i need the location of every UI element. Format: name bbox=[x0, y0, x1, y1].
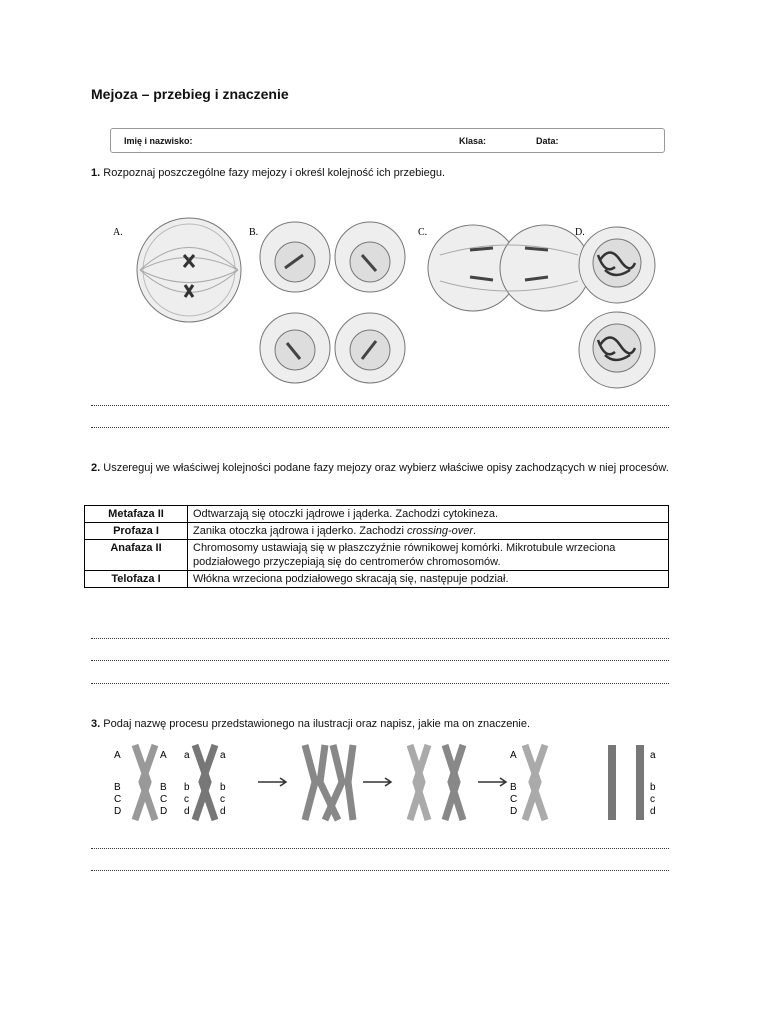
gene-label-lower-c-right: c bbox=[220, 794, 225, 805]
question-1-number: 1. bbox=[91, 167, 101, 179]
description-cell: Włókna wrzeciona podziałowego skracają się, następuje podział. bbox=[188, 571, 669, 588]
gene-label-upper-c: C bbox=[114, 794, 122, 805]
phase-cell: Telofaza I bbox=[85, 571, 188, 588]
student-info-box bbox=[110, 128, 665, 153]
answer-line-q2-2[interactable] bbox=[91, 660, 669, 661]
result-label-lower-c: c bbox=[650, 794, 655, 805]
crossing-over-figure bbox=[110, 740, 670, 825]
result-label-b: B bbox=[510, 782, 517, 793]
table-row bbox=[85, 523, 669, 540]
question-3-number: 3. bbox=[91, 718, 101, 730]
class-label: Klasa: bbox=[459, 136, 487, 146]
name-label: Imię i nazwisko: bbox=[124, 136, 193, 146]
figure-b-cells bbox=[260, 222, 405, 383]
phase-cell: Profaza I bbox=[85, 523, 188, 540]
phases-table bbox=[84, 505, 669, 588]
answer-line-q3-1[interactable] bbox=[91, 848, 669, 849]
description-text: Zanika otoczka jądrowa i jąderko. Zachodzi bbox=[193, 525, 407, 537]
figure-label-b: B. bbox=[249, 227, 259, 238]
gene-label-upper-a-right: A bbox=[160, 750, 167, 761]
gene-label-lower-a-right: a bbox=[220, 750, 226, 761]
gene-label-upper-a: A bbox=[114, 750, 121, 761]
answer-line-q2-3[interactable] bbox=[91, 683, 669, 684]
result-label-lower-d: d bbox=[650, 806, 656, 817]
meiosis-phases-figure bbox=[100, 215, 680, 390]
answer-line-q2-1[interactable] bbox=[91, 638, 669, 639]
question-1 bbox=[91, 162, 445, 184]
gene-label-lower-d: d bbox=[184, 806, 190, 817]
figure-d-cells bbox=[579, 227, 655, 388]
result-label-lower-b: b bbox=[650, 782, 656, 793]
question-3-text: Podaj nazwę procesu przedstawionego na ilustracji oraz napisz, jakie ma on znaczenie. bbox=[103, 718, 531, 730]
gene-label-lower-a: a bbox=[184, 750, 190, 761]
answer-line-q3-2[interactable] bbox=[91, 870, 669, 871]
gene-label-lower-c: c bbox=[184, 794, 189, 805]
description-end: . bbox=[473, 525, 477, 537]
answer-line-q1-1[interactable] bbox=[91, 405, 669, 406]
description-cell bbox=[188, 523, 669, 540]
description-cell: Chromosomy ustawiają się w płaszczyźnie równikowej komórki. Mikrotubule wrzeciona podziałowego przyczepiają się do centromerów chromosomów. bbox=[188, 540, 669, 571]
phase-cell: Metafaza II bbox=[85, 506, 188, 523]
figure-a-cell bbox=[137, 218, 241, 322]
page-title: Mejoza – przebieg i znaczenie bbox=[91, 86, 289, 102]
result-label-a: A bbox=[510, 750, 517, 761]
question-3 bbox=[91, 713, 530, 735]
figure-label-c: C. bbox=[418, 227, 428, 238]
question-2 bbox=[91, 457, 676, 479]
question-2-text: Uszereguj we właściwej kolejności podane fazy mejozy oraz wybierz właściwe opisy zachodzących w niej procesów. bbox=[103, 462, 669, 474]
gene-label-upper-d: D bbox=[114, 806, 122, 817]
date-label: Data: bbox=[536, 136, 559, 146]
figure-c-cell bbox=[428, 225, 590, 311]
table-row bbox=[85, 571, 669, 588]
description-cell: Odtwarzają się otoczki jądrowe i jąderka. Zachodzi cytokineza. bbox=[188, 506, 669, 523]
gene-label-upper-d-right: D bbox=[160, 806, 168, 817]
gene-label-upper-c-right: C bbox=[160, 794, 168, 805]
result-label-c: C bbox=[510, 794, 518, 805]
figure-label-d: D. bbox=[575, 227, 585, 238]
phase-cell: Anafaza II bbox=[85, 540, 188, 571]
result-label-d: D bbox=[510, 806, 518, 817]
result-label-lower-a: a bbox=[650, 750, 656, 761]
gene-label-upper-b-right: B bbox=[160, 782, 167, 793]
question-1-text: Rozpoznaj poszczególne fazy mejozy i określ kolejność ich przebiegu. bbox=[103, 167, 446, 179]
table-row bbox=[85, 540, 669, 571]
gene-label-lower-d-right: d bbox=[220, 806, 226, 817]
gene-label-upper-b: B bbox=[114, 782, 121, 793]
gene-label-lower-b: b bbox=[184, 782, 190, 793]
gene-label-lower-b-right: b bbox=[220, 782, 226, 793]
answer-line-q1-2[interactable] bbox=[91, 427, 669, 428]
figure-label-a: A. bbox=[113, 227, 123, 238]
table-row bbox=[85, 506, 669, 523]
description-emphasis: crossing-over bbox=[407, 525, 474, 537]
question-2-number: 2. bbox=[91, 462, 101, 474]
